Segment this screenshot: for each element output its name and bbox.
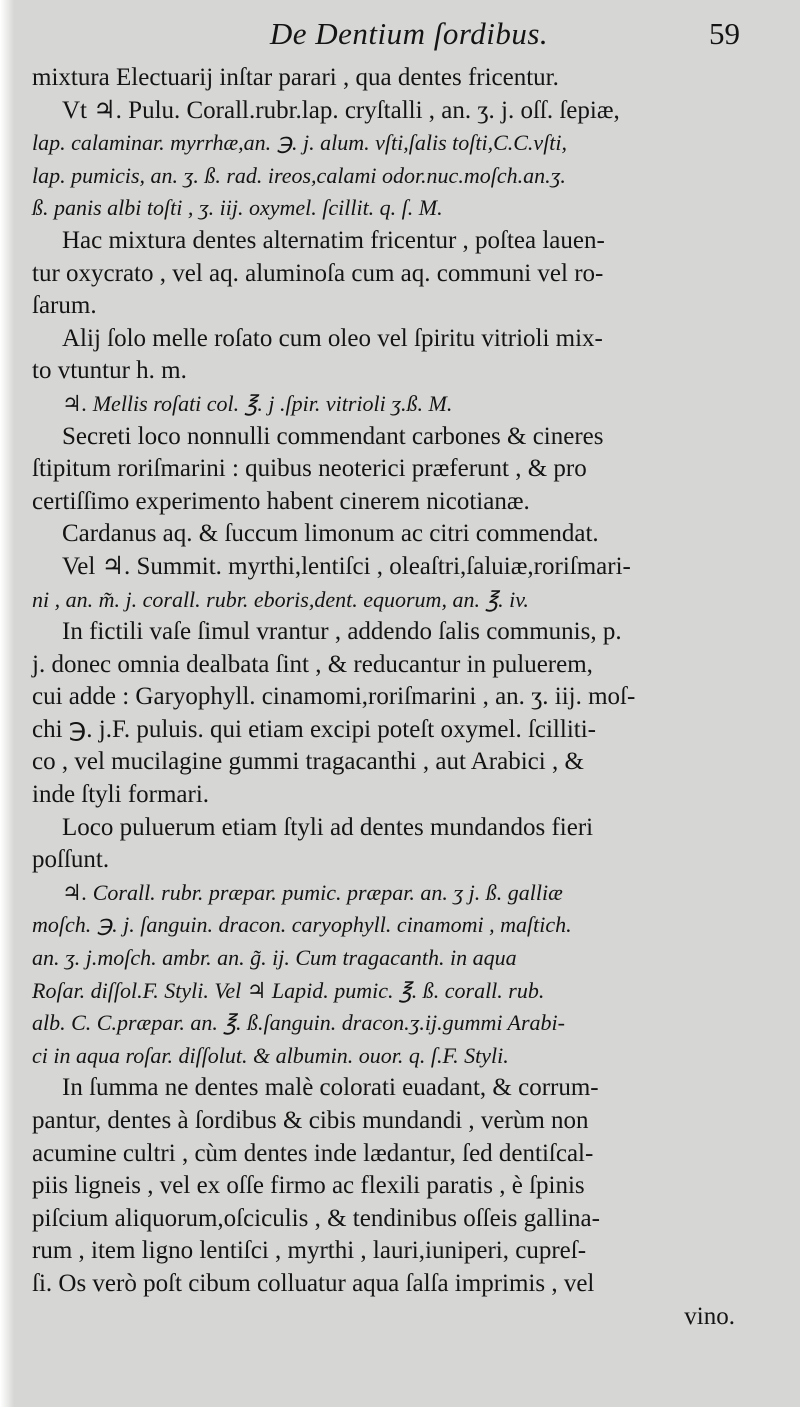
text-line <box>32 714 790 747</box>
text-line-content: mixtura Electuarij inſtar parari , qua dentes fricentur. <box>32 64 559 91</box>
text-line-content: rum , item ligno lentiſci , myrthi , lauri,iuniperi, cupreſ- <box>32 1237 587 1265</box>
text-line <box>32 1170 790 1203</box>
page-gutter-edge <box>0 0 14 1407</box>
text-line <box>32 1138 790 1171</box>
text-line-content: ß. panis albi toſti , ʒ. iij. oxymel. ſcillit. q. ſ. M. <box>32 195 443 221</box>
text-line-content: co , vel mucilagine gummi tragacanthi , aut Arabici , & <box>32 748 584 776</box>
text-line <box>32 681 790 714</box>
text-line <box>32 1072 790 1105</box>
text-line <box>32 225 790 258</box>
text-line <box>32 812 790 845</box>
text-line <box>32 453 790 486</box>
text-line-content: inde ſtyli formari. <box>32 781 210 809</box>
text-line-content: Roſar. diſſol.F. Styli. Vel ♃ Lapid. pumic. ℥. ß. corall. rub. <box>32 977 545 1003</box>
text-line-content: chi ℈. j.F. puluis. qui etiam excipi poteſt oxymel. ſcilliti- <box>32 715 596 743</box>
text-line-content: ſi. Os verò poſt cibum colluatur aqua ſalſa imprimis , vel <box>32 1269 595 1297</box>
text-line <box>32 355 790 388</box>
text-line-content: Vel ♃. Summit. myrthi,lentiſci , oleaſtri,ſaluiæ,roriſmari- <box>62 552 631 580</box>
text-line-content: Vt ♃. Pulu. Corall.rubr.lap. cryſtalli , an. ʒ. j. oſſ. ſepiæ, <box>62 96 620 124</box>
text-line-content: to vtuntur h. m. <box>32 357 187 385</box>
text-line <box>32 518 790 551</box>
running-head: De Dentium ſordibus. <box>269 16 549 51</box>
text-line <box>32 258 790 291</box>
text-line-content: ſtipitum roriſmarini : quibus neoterici præferunt , & pro <box>32 455 587 483</box>
text-line <box>32 1007 790 1040</box>
text-line <box>32 62 790 95</box>
text-line-content: moſch. ℈. j. ſanguin. dracon. caryophyll. cinamomi , maſtich. <box>32 912 572 938</box>
text-line <box>32 779 790 812</box>
text-line-content: ni , an. m̃. j. corall. rubr. eboris,dent. equorum, an. ℥. iv. <box>32 586 529 612</box>
text-line-content: Hac mixtura dentes alternatim fricentur , poſtea lauen- <box>62 226 605 254</box>
text-line <box>32 844 790 877</box>
text-line-content: ♃. Corall. rubr. præpar. pumic. præpar. an. ʒ j. ß. galliæ <box>62 879 563 905</box>
text-line-content: piis ligneis , vel ex oſſe firmo ac flexili paratis , è ſpinis <box>32 1172 585 1200</box>
text-line <box>32 1268 790 1301</box>
text-line-content: tur oxycrato , vel aq. aluminoſa cum aq. communi vel ro- <box>32 259 604 287</box>
text-line-content: In ſumma ne dentes malè colorati euadant, & corrum- <box>62 1074 599 1102</box>
text-line <box>32 1040 790 1073</box>
text-line-content: piſcium aliquorum,oſciculis , & tendinibus oſſeis gallina- <box>32 1204 600 1232</box>
text-line-content: vino. <box>684 1302 735 1330</box>
text-line-content: certiſſimo experimento habent cinerem nicotianæ. <box>32 487 530 515</box>
text-line <box>32 1203 790 1236</box>
text-line <box>32 290 790 323</box>
text-line-content: an. ʒ. j.moſch. ambr. an. g̃. ij. Cum tragacanth. in aqua <box>32 945 517 971</box>
text-line <box>32 584 790 617</box>
page-header <box>28 0 790 56</box>
text-line <box>32 909 790 942</box>
text-line-content: acumine cultri , cùm dentes inde lædantur, ſed dentiſcal- <box>32 1139 594 1167</box>
text-line-content: lap. pumicis, an. ʒ. ß. rad. ireos,calami odor.nuc.moſch.an.ʒ. <box>32 162 566 188</box>
text-line-content: Cardanus aq. & ſuccum limonum ac citri commendat. <box>62 520 599 548</box>
text-block <box>32 62 790 1333</box>
text-line-content: lap. calaminar. myrrhæ,an. ℈. j. alum. vſti,ſalis toſti,C.C.vſti, <box>32 130 568 156</box>
text-line <box>32 1235 790 1268</box>
text-line <box>32 1105 790 1138</box>
text-line-content: Alij ſolo melle roſato cum oleo vel ſpiritu vitrioli mix- <box>62 324 603 352</box>
text-line <box>32 746 790 779</box>
text-line-content: ſarum. <box>32 292 97 320</box>
text-line <box>32 486 790 519</box>
text-line-content: Loco puluerum etiam ſtyli ad dentes mundandos fieri <box>62 813 594 841</box>
text-line <box>32 942 790 975</box>
text-line <box>32 1301 790 1334</box>
text-line <box>32 95 790 128</box>
text-line <box>32 127 790 160</box>
text-line-content: ci in aqua roſar. diſſolut. & albumin. ouor. q. ſ.F. Styli. <box>32 1042 509 1068</box>
text-line <box>32 192 790 225</box>
text-line <box>32 388 790 421</box>
text-line <box>32 421 790 454</box>
text-line <box>32 616 790 649</box>
text-line <box>32 877 790 910</box>
text-line-content: Secreti loco nonnulli commendant carbones & cineres <box>62 422 604 450</box>
text-line-content: j. donec omnia dealbata ſint , & reducantur in puluerem, <box>32 650 593 678</box>
text-line <box>32 649 790 682</box>
text-line-content: pantur, dentes à ſordibus & cibis mundandi , verùm non <box>32 1107 589 1134</box>
text-line <box>32 160 790 193</box>
text-line-content: cui adde : Garyophyll. cinamomi,roriſmarini , an. ʒ. iij. moſ- <box>32 683 636 711</box>
page-number: 59 <box>709 16 740 51</box>
text-line-content: alb. C. C.præpar. an. ℥. ß.ſanguin. dracon.ʒ.ij.gummi Arabi- <box>32 1010 565 1036</box>
text-line <box>32 975 790 1008</box>
text-line-content: In fictili vaſe ſimul vrantur , addendo ſalis communis, p. <box>62 618 622 646</box>
text-line-content: poſſunt. <box>32 846 110 874</box>
text-line <box>32 551 790 584</box>
text-line <box>32 323 790 356</box>
text-line-content: ♃. Mellis roſati col. ℥. j .ſpir. vitrioli ʒ.ß. M. <box>62 390 453 416</box>
